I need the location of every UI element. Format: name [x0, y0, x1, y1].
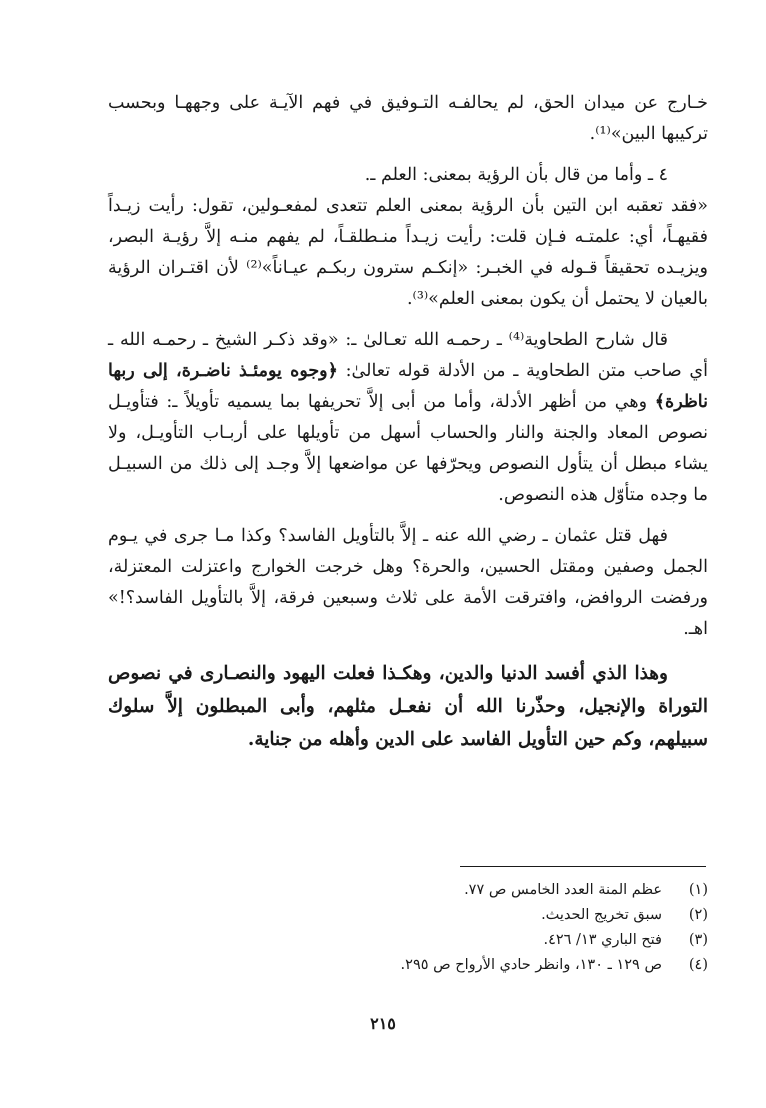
footnote-text: فتح الباري ١٣/ ٤٢٦. [543, 932, 662, 948]
paragraph-4-rest: وهي من أظهر الأدلة، وأما من أبى إلاَّ تحريفها بما يسميه تأويلاً ـ: فتأويـل نصوص المعاد والجنة والنار والحساب أسهل من تأويلها على أربـاب التأويـل، ولا يشاء مبطل أن يتأول النصوص ويحرّفها عن مواضعها إلاَّ وجـد إلى ذلك من السبيـل ما وجده متأوّل هذه النصوص. [108, 392, 708, 505]
paragraph-4 [108, 325, 708, 511]
footnote-number: (١) [688, 882, 708, 898]
footnote-number: (٢) [688, 907, 708, 923]
footnote-item [108, 953, 708, 978]
paragraph-2: ٤ ـ وأما من قال بأن الرؤية بمعنى: العلم ـ. [364, 165, 668, 185]
footnote-text: عظم المنة العدد الخامس ص ٧٧. [464, 882, 662, 898]
footnote-text: سبق تخريج الحديث. [541, 907, 662, 923]
footnote-number: (٣) [688, 932, 708, 948]
footnote-item [108, 878, 708, 903]
footnotes [108, 878, 708, 978]
page-number: ٢١٥ [370, 1014, 396, 1033]
footnote-item [108, 928, 708, 953]
main-text [108, 88, 708, 756]
footnote-number: (٤) [688, 957, 708, 973]
footnote-item [108, 903, 708, 928]
quran-verse: ﴿وجوه يومئـذ ناضـرة، إلى ربها ناظرة﴾ [108, 361, 708, 412]
paragraph-1: خـارج عن ميدان الحق، لم يحالفـه التـوفيق في فهم الآيـة على وجههـا وبحسب تركيبها البين»⁽¹⁾. [108, 93, 708, 144]
paragraph-6: وهذا الذي أفسد الدنيا والدين، وهكـذا فعلت اليهود والنصـارى في نصوص التوراة والإنجيل، وحذّرنا الله أن نفعـل مثلهم، وأبى المبطلون إلاَّ سلوك سبيلهم، وكم حين التأويل الفاسد على الدين وأهله من جناية. [108, 663, 708, 750]
footnote-text: ص ١٢٩ ـ ١٣٠، وانظر حادي الأرواح ص ٢٩٥. [400, 957, 662, 973]
footnote-divider [460, 866, 706, 867]
paragraph-4-intro: قال شارح الطحاوية⁽⁴⁾ ـ رحمـه الله تعـالىٰ ـ: «وقد ذكـر الشيخ ـ رحمـه الله ـ أي صاحب متن الطحاوية ـ من الأدلة قوله تعالىٰ: [108, 330, 708, 381]
paragraph-3: «فقد تعقبه ابن التين بأن الرؤية بمعنى العلم تتعدى لمفعـولين، تقول: رأيت زيـداً فقيهـاً، أي: علمتـه فـإن قلت: رأيت زيـداً منـطلقـاً، لم يفهم منـه إلاَّ رؤيـة البصر، ويزيـده تحقيقاً قـوله في الخبـر: «إنكـم سترون ربكـم عيـاناً»⁽²⁾ لأن اقتـران الرؤية بالعيان لا يحتمل أن يكون بمعنى العلم»⁽³⁾. [108, 196, 708, 309]
paragraph-5: فهل قتل عثمان ـ رضي الله عنه ـ إلاَّ بالتأويل الفاسد؟ وكذا مـا جرى في يـوم الجمل وصفين ومقتل الحسين، والحرة؟ وهل خرجت الخوارج واعتزلت المعتزلة، ورفضت الروافض، وافترقت الأمة على ثلاث وسبعين فرقة، إلاَّ بالتأويل الفاسد؟!» اهـ. [108, 526, 708, 639]
